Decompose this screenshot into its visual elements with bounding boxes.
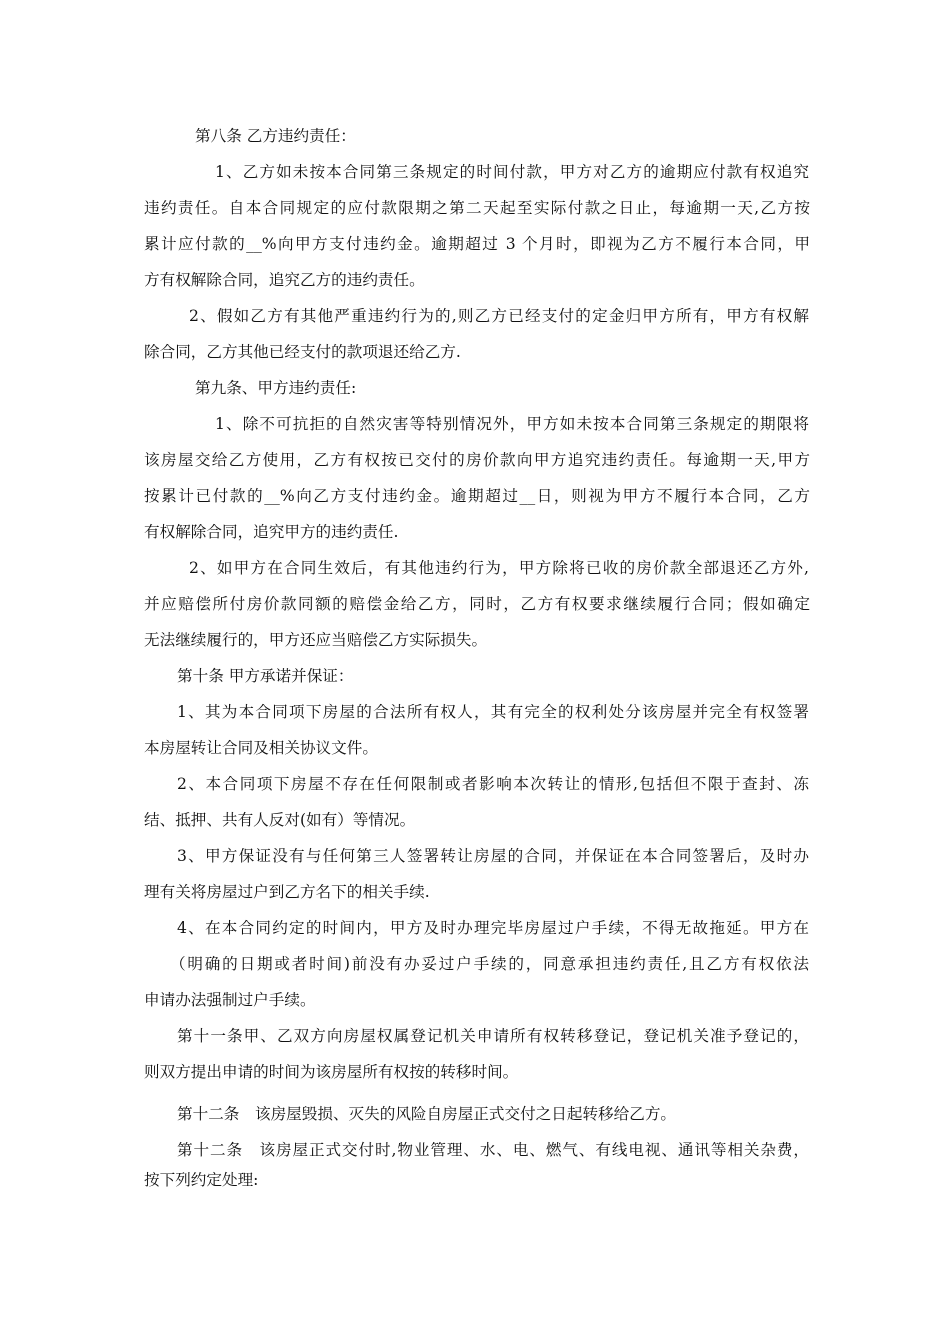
- paragraph-line: 无法继续履行的，甲方还应当赔偿乙方实际损失。: [144, 631, 488, 649]
- paragraph-line: 2、假如乙方有其他严重违约行为的,则乙方已经支付的定金归甲方所有，甲方有权解: [189, 307, 809, 325]
- paragraph-line: 除合同，乙方其他已经支付的款项退还给乙方.: [144, 343, 461, 361]
- paragraph-line: 违约责任。自本合同规定的应付款限期之第二天起至实际付款之日止，每逾期一天,乙方按: [144, 199, 810, 217]
- paragraph-line: 4、在本合同约定的时间内，甲方及时办理完毕房屋过户手续，不得无故拖延。甲方在: [177, 919, 809, 937]
- paragraph-line: 按累计已付款的__%向乙方支付违约金。逾期超过__日，则视为甲方不履行本合同，乙方: [144, 487, 810, 505]
- paragraph-line: 2、本合同项下房屋不存在任何限制或者影响本次转让的情形,包括但不限于查封、冻: [177, 775, 809, 793]
- paragraph-line: 有权解除合同，追究甲方的违约责任.: [144, 523, 399, 541]
- paragraph-line: 累计应付款的__%向甲方支付违约金。逾期超过 3 个月时，即视为乙方不履行本合同，甲: [144, 235, 810, 253]
- paragraph-line: 1、其为本合同项下房屋的合法所有权人，其有完全的权利处分该房屋并完全有权签署: [177, 703, 809, 721]
- paragraph-line: 本房屋转让合同及相关协议文件。: [144, 739, 378, 757]
- paragraph-line: 2、如甲方在合同生效后，有其他违约行为，甲方除将已收的房价款全部退还乙方外,: [189, 559, 809, 577]
- paragraph-line: 按下列约定处理:: [144, 1171, 259, 1189]
- article-12b-line: 第十二条 该房屋正式交付时,物业管理、水、电、燃气、有线电视、通讯等相关杂费，: [177, 1141, 809, 1159]
- paragraph-line: 该房屋交给乙方使用，乙方有权按已交付的房价款向甲方追究违约责任。每逾期一天,甲方: [144, 451, 810, 469]
- paragraph-line: 方有权解除合同，追究乙方的违约责任。: [144, 271, 425, 289]
- article-8-heading: 第八条 乙方违约责任：: [195, 127, 356, 145]
- paragraph-line: 1、乙方如未按本合同第三条规定的时间付款，甲方对乙方的逾期应付款有权追究: [215, 163, 809, 181]
- paragraph-line: （明确的日期或者时间)前没有办妥过户手续的，同意承担违约责任,且乙方有权依法: [170, 955, 809, 973]
- paragraph-line: 理有关将房屋过户到乙方名下的相关手续.: [144, 883, 430, 901]
- paragraph-line: 结、抵押、共有人反对(如有）等情况。: [144, 811, 416, 829]
- paragraph-line: 并应赔偿所付房价款同额的赔偿金给乙方，同时，乙方有权要求继续履行合同；假如确定: [144, 595, 810, 613]
- article-10-heading: 第十条 甲方承诺并保证：: [177, 667, 354, 685]
- paragraph-line: 则双方提出申请的时间为该房屋所有权按的转移时间。: [144, 1063, 519, 1081]
- article-9-heading: 第九条、甲方违约责任:: [195, 379, 357, 397]
- paragraph-line: 申请办法强制过户手续。: [144, 991, 316, 1009]
- paragraph-line: 1、除不可抗拒的自然灾害等特别情况外，甲方如未按本合同第三条规定的期限将: [215, 415, 809, 433]
- paragraph-line: 3、甲方保证没有与任何第三人签署转让房屋的合同，并保证在本合同签署后，及时办: [177, 847, 809, 865]
- article-11-line: 第十一条甲、乙双方向房屋权属登记机关申请所有权转移登记，登记机关准予登记的，: [177, 1027, 809, 1045]
- article-12-line: 第十二条 该房屋毁损、灭失的风险自房屋正式交付之日起转移给乙方。: [177, 1105, 677, 1123]
